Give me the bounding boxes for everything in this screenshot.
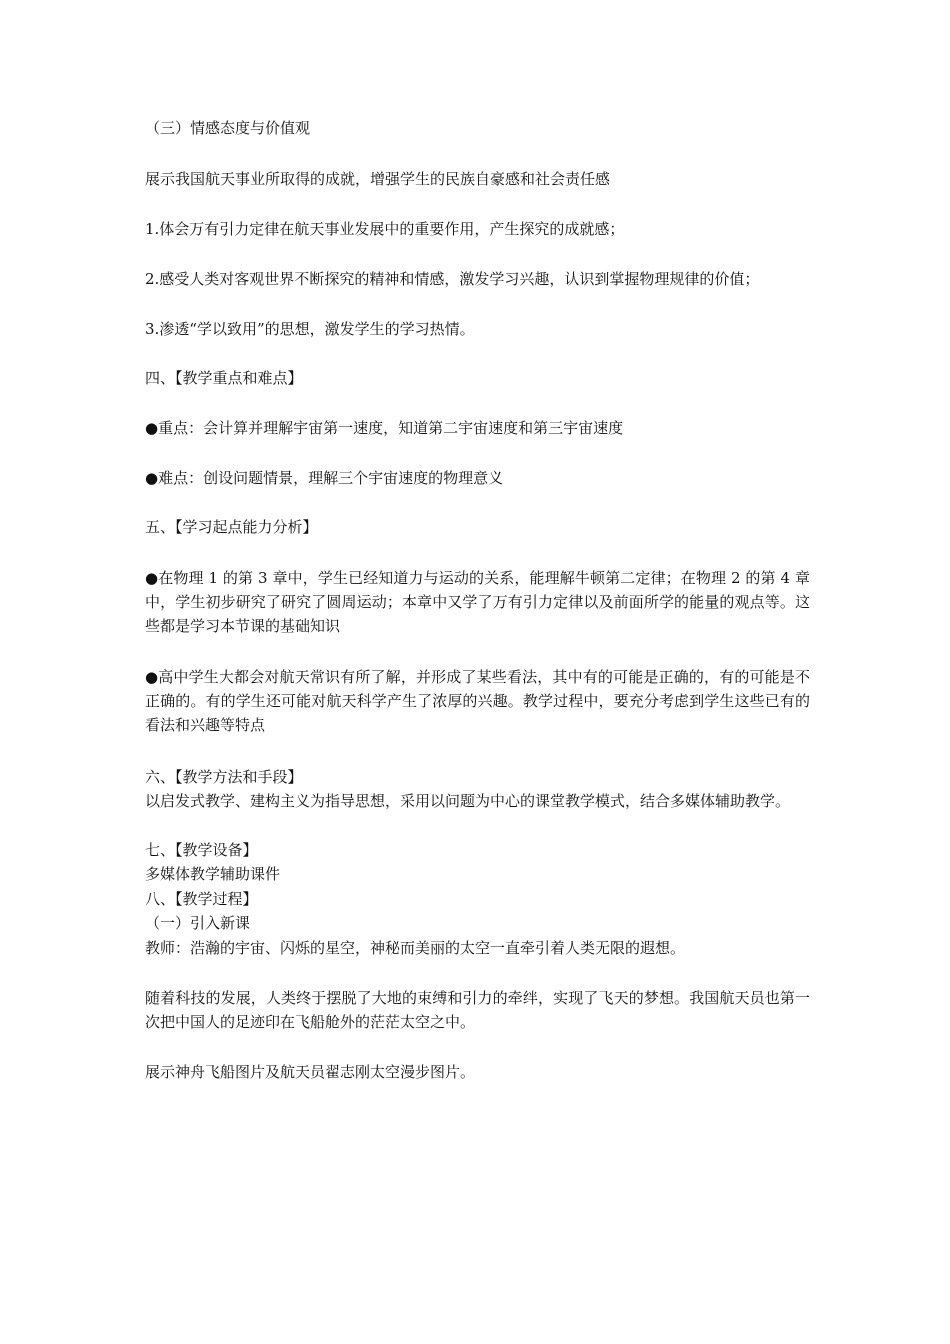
- paragraph: 随着科技的发展，人类终于摆脱了大地的束缚和引力的牵绊，实现了飞天的梦想。我国航天员也第一次把中国人的足迹印在飞船舱外的茫茫太空之中。: [145, 989, 810, 1031]
- bullet-difficult-point: ●难点：创设问题情景，理解三个宇宙速度的物理意义: [145, 469, 504, 487]
- paragraph: 展示我国航天事业所取得的成就，增强学生的民族自豪感和社会责任感: [145, 170, 611, 188]
- paragraph: 多媒体教学辅助课件: [145, 865, 281, 883]
- paragraph: 展示神舟飞船图片及航天员翟志刚太空漫步图片。: [145, 1063, 476, 1081]
- bullet-key-point: ●重点：会计算并理解宇宙第一速度，知道第二宇宙速度和第三宇宙速度: [145, 419, 624, 437]
- list-item: 2.感受人类对客观世界不断探究的精神和情感，激发学习兴趣，认识到掌握物理规律的价值；: [145, 270, 760, 288]
- paragraph: 教师：浩瀚的宇宙、闪烁的星空，神秘而美丽的太空一直牵引着人类无限的遐想。: [145, 939, 686, 957]
- section-heading-emotion: （三）情感态度与价值观: [145, 119, 311, 137]
- list-item: 1.体会万有引力定律在航天事业发展中的重要作用，产生探究的成就感；: [145, 220, 625, 238]
- bullet-paragraph: ●在物理 1 的第 3 章中，学生已经知道力与运动的关系，能理解牛顿第二定律；在物理 2 的第 4 章中，学生初步研究了研究了圆周运动；本章中又学了万有引力定律以及前面所学的能量的观点等。这些都是学习本节课的基础知识: [145, 569, 810, 635]
- section-heading-ability-analysis: 五、【学习起点能力分析】: [145, 518, 318, 536]
- section-heading-methods: 六、【教学方法和手段】: [145, 768, 303, 786]
- subsection-heading: （一）引入新课: [145, 914, 251, 932]
- bullet-paragraph: ●高中学生大都会对航天常识有所了解，并形成了某些看法，其中有的可能是正确的，有的可能是不正确的。有的学生还可能对航天科学产生了浓厚的兴趣。教学过程中，要充分考虑到学生这些已有的看法和兴趣等特点: [145, 668, 810, 734]
- list-item: 3.渗透“学以致用”的思想，激发学生的学习热情。: [145, 320, 475, 338]
- paragraph: 以启发式教学、建构主义为指导思想，采用以问题为中心的课堂教学模式，结合多媒体辅助教学。: [145, 792, 791, 810]
- section-heading-equipment: 七、【教学设备】: [145, 841, 258, 859]
- section-heading-process: 八、【教学过程】: [145, 890, 258, 908]
- section-heading-key-points: 四、【教学重点和难点】: [145, 369, 303, 387]
